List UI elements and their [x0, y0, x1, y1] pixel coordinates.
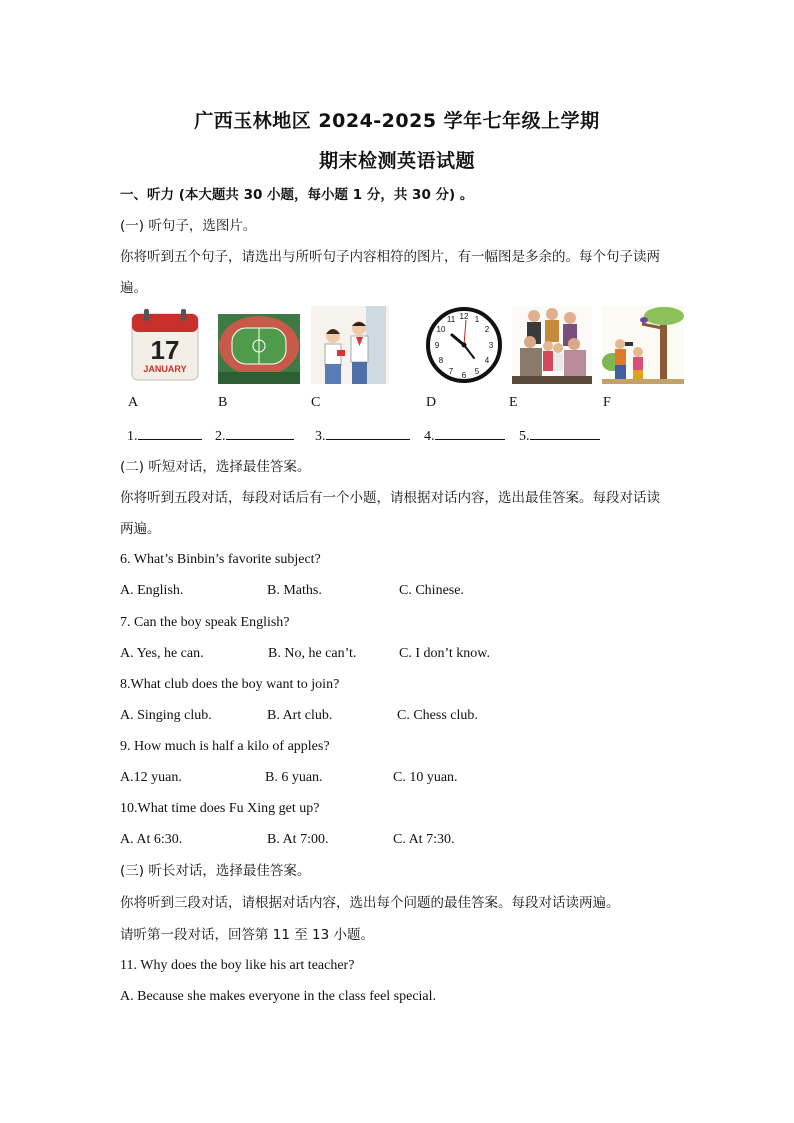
part1-heading: (一) 听句子，选图片。 — [120, 218, 257, 234]
question-8: 8.What club does the boy want to join? — [120, 677, 340, 692]
option-7a[interactable]: A. Yes, he can. — [120, 646, 204, 661]
question-10: 10.What time does Fu Xing get up? — [120, 801, 320, 816]
answer-blank-1[interactable]: 1. — [127, 425, 202, 445]
option-7c[interactable]: C. I don’t know. — [399, 646, 490, 661]
option-9b[interactable]: B. 6 yuan. — [265, 770, 323, 785]
option-9a[interactable]: A.12 yuan. — [120, 770, 182, 785]
question-7: 7. Can the boy speak English? — [120, 615, 290, 630]
section-heading: 一、听力 (本大题共 30 小题，每小题 1 分，共 30 分) 。 — [120, 187, 474, 203]
family-icon — [512, 306, 592, 384]
svg-text:5: 5 — [474, 367, 480, 376]
part2-instruction-cont: 两遍。 — [120, 521, 161, 537]
svg-text:11: 11 — [446, 315, 456, 324]
svg-text:2: 2 — [484, 325, 490, 334]
option-11a[interactable]: A. Because she makes everyone in the class feel special. — [120, 989, 437, 1004]
part3-heading: (三) 听长对话，选择最佳答案。 — [120, 863, 311, 879]
svg-text:7: 7 — [448, 367, 454, 376]
option-8a[interactable]: A. Singing club. — [120, 708, 212, 723]
students-icon — [311, 306, 389, 384]
svg-text:3: 3 — [488, 341, 494, 350]
question-6: 6. What’s Binbin’s favorite subject? — [120, 552, 321, 567]
picture-label-a: A — [128, 395, 139, 410]
calendar-icon — [130, 306, 200, 384]
calendar-day: 17 — [150, 335, 180, 365]
calendar-month: JANUARY — [143, 364, 187, 374]
picture-label-b: B — [218, 395, 228, 410]
option-9c[interactable]: C. 10 yuan. — [393, 770, 458, 785]
svg-text:4: 4 — [484, 356, 490, 365]
svg-text:8: 8 — [438, 356, 444, 365]
page-title: 广西玉林地区 2024-2025 学年七年级上学期 — [194, 110, 600, 132]
page-subtitle: 期末检测英语试题 — [318, 150, 475, 172]
option-10b[interactable]: B. At 7:00. — [267, 832, 329, 847]
answer-blank-3[interactable]: 3. — [315, 425, 410, 445]
option-10c[interactable]: C. At 7:30. — [393, 832, 455, 847]
part3-sub-instruction: 请听第一段对话，回答第 11 至 13 小题。 — [120, 927, 375, 943]
picture-label-c: C — [311, 395, 321, 410]
clock-icon — [424, 306, 504, 384]
part2-heading: (二) 听短对话，选择最佳答案。 — [120, 459, 311, 475]
picture-label-f: F — [603, 395, 611, 410]
option-10a[interactable]: A. At 6:30. — [120, 832, 183, 847]
option-6b[interactable]: B. Maths. — [267, 583, 322, 598]
bird-watching-icon — [602, 306, 684, 384]
answer-blank-5[interactable]: 5. — [519, 425, 600, 445]
svg-text:1: 1 — [474, 315, 480, 324]
part1-instruction-cont: 遍。 — [120, 280, 147, 296]
question-11: 11. Why does the boy like his art teacher? — [120, 958, 355, 973]
soccer-field-icon — [218, 306, 300, 384]
part2-instruction: 你将听到五段对话，每段对话后有一个小题，请根据对话内容，选出最佳答案。每段对话读 — [120, 490, 660, 506]
option-6a[interactable]: A. English. — [120, 583, 184, 598]
svg-text:6: 6 — [461, 371, 467, 380]
answer-blank-4[interactable]: 4. — [424, 425, 505, 445]
option-6c[interactable]: C. Chinese. — [399, 583, 464, 598]
part1-instruction: 你将听到五个句子，请选出与所听句子内容相符的图片，有一幅图是多余的。每个句子读两 — [120, 249, 660, 265]
option-8b[interactable]: B. Art club. — [267, 708, 333, 723]
part3-instruction: 你将听到三段对话，请根据对话内容，选出每个问题的最佳答案。每段对话读两遍。 — [120, 895, 620, 911]
svg-text:9: 9 — [434, 341, 440, 350]
option-7b[interactable]: B. No, he can’t. — [268, 646, 357, 661]
picture-label-d: D — [426, 395, 437, 410]
answer-blank-2[interactable]: 2. — [215, 425, 294, 445]
svg-text:12: 12 — [459, 312, 469, 321]
option-8c[interactable]: C. Chess club. — [397, 708, 478, 723]
svg-text:10: 10 — [436, 325, 446, 334]
question-9: 9. How much is half a kilo of apples? — [120, 739, 330, 754]
picture-label-e: E — [509, 395, 518, 410]
